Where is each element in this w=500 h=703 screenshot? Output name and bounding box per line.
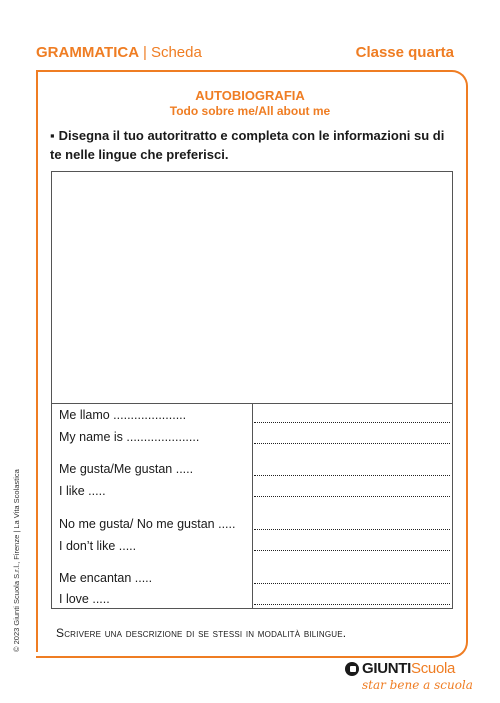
logo-brand: GIUNTI: [362, 660, 412, 677]
answer-line[interactable]: [254, 549, 450, 551]
row-label: Me gusta/Me gustan .....: [59, 462, 194, 476]
row-label: My name is .....................: [59, 430, 200, 444]
answer-line[interactable]: [254, 442, 450, 444]
bullet-icon: ▪: [50, 128, 55, 143]
self-portrait-box[interactable]: [51, 171, 453, 404]
instruction: [50, 126, 450, 164]
answer-line[interactable]: [254, 421, 450, 423]
row-label: Me encantan .....: [59, 571, 153, 585]
answer-line[interactable]: [254, 603, 450, 605]
caption: Scrivere una descrizione di se stessi in modalità bilingue.: [56, 626, 347, 640]
answer-line[interactable]: [254, 528, 450, 530]
answer-line[interactable]: [254, 582, 450, 584]
instruction-text: Disegna il tuo autoritratto e completa con le informazioni su di te nelle lingue che preferisci.: [50, 128, 445, 162]
logo-brand-suffix: Scuola: [411, 660, 456, 677]
answer-line[interactable]: [254, 474, 450, 476]
row-label: I don’t like .....: [59, 539, 137, 553]
giunti-logo-icon: [345, 662, 359, 676]
logo-wordmark: [362, 660, 455, 677]
row-label: I like .....: [59, 484, 106, 498]
row-label: Me llamo .....................: [59, 408, 187, 422]
logo-tagline: star bene a scuola: [362, 678, 473, 692]
info-table: [51, 403, 453, 609]
page-subtitle: Todo sobre me/All about me: [169, 104, 331, 118]
section-label: GRAMMATICA: [36, 44, 140, 61]
row-label: No me gusta/ No me gustan .....: [59, 517, 236, 531]
copyright-credit: © 2023 Giunti Scuola S.r.l., Firenze | La Vita Scolastica: [12, 469, 21, 652]
page-title: AUTOBIOGRAFIA: [195, 88, 305, 103]
publisher-logo: [345, 660, 455, 677]
page-header: [36, 44, 454, 61]
table-divider: [252, 404, 253, 608]
page-frame-left: [36, 70, 38, 652]
header-separator: |: [143, 44, 147, 61]
header-left: [36, 44, 202, 61]
row-label: I love .....: [59, 592, 110, 606]
worksheet-type: Scheda: [150, 44, 202, 61]
answer-line[interactable]: [254, 495, 450, 497]
grade-label: Classe quarta: [355, 44, 454, 61]
